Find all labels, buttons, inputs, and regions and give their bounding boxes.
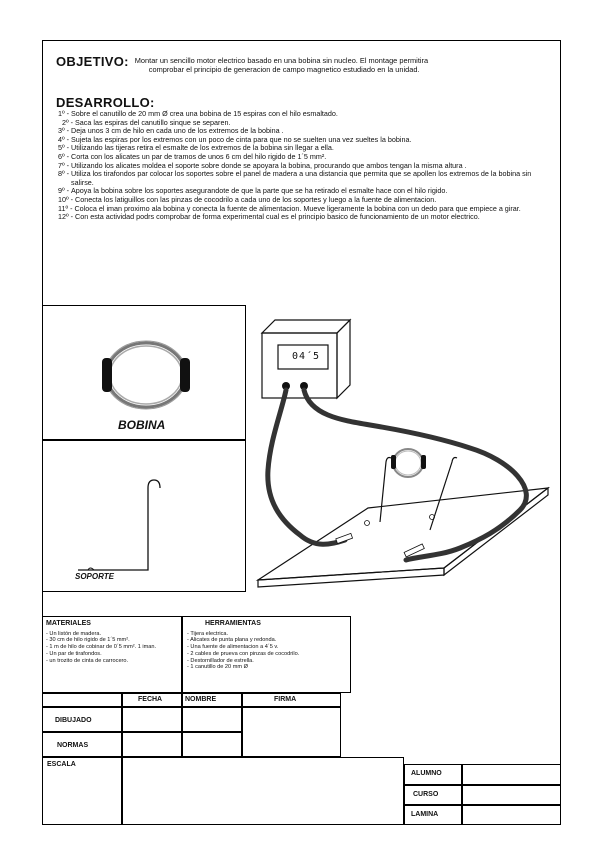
step-number: 9º - (58, 186, 72, 196)
step-number: 6º - (58, 151, 72, 161)
dibujado-nombre-cell (182, 707, 242, 732)
step-number: 10º - (58, 194, 76, 204)
corner-cell (42, 693, 122, 707)
soporte-caption: SOPORTE (75, 572, 114, 581)
step-number: 5º - (58, 143, 72, 153)
bobina-drawing (102, 341, 190, 409)
step-number: 7º - (58, 160, 72, 170)
herramientas-title: HERRAMIENTAS (205, 620, 261, 627)
herramientas-item: - 2 cables de prueva con pinzas de cocodrilo. (187, 650, 300, 657)
step-number: 12º - (58, 212, 76, 222)
curso-value-cell (462, 785, 561, 805)
soporte-drawing (78, 480, 160, 570)
alumno-value-cell (462, 764, 561, 785)
herramientas-item: - Alicates de punta plana y redonda. (187, 637, 277, 644)
title-cell (122, 757, 404, 825)
curso-label: CURSO (413, 791, 439, 798)
step-text: Utilizando los alicates moldea el soporte sobre donde se apoyara la bobina, procurando que ambos tengan la misma altura . (71, 160, 467, 170)
materiales-block (46, 621, 180, 664)
materiales-item: - 1 m de hilo de cobinar de 0´5 mm². 1 iman. (46, 644, 157, 651)
step-text: Con esta actividad podrs comprobar de forma experimental cual es el principio basico de funcionamiento de un motor electrico. (75, 212, 480, 222)
herramientas-block (187, 621, 349, 671)
materiales-title: MATERIALES (46, 620, 91, 627)
normas-nombre-cell (182, 732, 242, 757)
objetivo-label: OBJETIVO: (56, 54, 129, 69)
dibujado-label: DIBUJADO (55, 717, 92, 724)
board-supports (365, 449, 458, 530)
materiales-item: - un trozito de cinta de carrocero. (46, 657, 129, 664)
escala-label: ESCALA (47, 761, 76, 768)
power-supply-display: 04´5 (291, 351, 321, 362)
step-text: Utilizando las tijeras retira el esmalte de los extremos de la bobina sin llegar a ella. (71, 143, 334, 153)
bobina-caption: BOBINA (118, 418, 166, 432)
step-number: 2º - (58, 117, 76, 127)
step-text: Conecta los latiguillos con las pinzas de cocodrilo a cada uno de los soportes y luego a la fuente de alimentacion. (75, 194, 437, 204)
herramientas-item: - Una fuente de alimentacion a 4´5 v. (187, 644, 279, 651)
herramientas-item: - 1 canutillo de 20 mm Ø (187, 664, 248, 671)
step-number: 8º - (58, 169, 72, 179)
step-text: Sujeta las espiras por los extremos con un poco de cinta para que no se suelten una vez sueltes la bobina. (71, 134, 412, 144)
nombre-label: NOMBRE (185, 696, 217, 703)
fecha-label: FECHA (138, 696, 163, 703)
step-number: 4º - (58, 134, 72, 144)
step-text: Apoya la bobina sobre los soportes asegurandote de que la parte que se ha retirado el esmalte hace con el hilo rigido. (71, 186, 448, 196)
lamina-value-cell (462, 805, 561, 825)
step-number: 1º - (58, 109, 72, 118)
materiales-item: - Un listón de madera. (46, 630, 102, 637)
step-number: 11º - (58, 203, 75, 213)
objetivo-line1: Montar un sencillo motor electrico basado en una bobina sin nucleo. El montage permitira (134, 56, 429, 65)
step-text: Saca las espiras del canutillo sinque se separen. (75, 117, 231, 127)
step-number: 3º - (58, 126, 72, 136)
dibujado-fecha-cell (122, 707, 182, 732)
title-block (42, 616, 561, 825)
materiales-item: - Un par de tirafondos. (46, 650, 102, 657)
firma-cell (242, 707, 341, 757)
normas-label: NORMAS (57, 742, 89, 749)
cables (268, 390, 527, 560)
step-text: Deja unos 3 cm de hilo en cada uno de los extremos de la bobina . (71, 126, 284, 136)
desarrollo-label: DESARROLLO: (56, 95, 155, 110)
herramientas-item: - Tijera electrica. (187, 630, 229, 637)
step-text: Coloca el iman proximo ala bobina y conecta la fuente de alimentacion. Mueve ligeramente la bobina con un dedo para que empiece a girar. (74, 203, 521, 213)
normas-fecha-cell (122, 732, 182, 757)
step-text: Corta con los alicates un par de tramos de unos 6 cm del hilo rigido de 1´5 mm². (71, 151, 327, 161)
firma-label: FIRMA (274, 696, 297, 703)
alumno-label: ALUMNO (411, 770, 442, 777)
objetivo-line2: comprobar el principio de generacion de campo magnetico estudiado en la unidad. (148, 65, 420, 75)
lamina-label: LAMINA (411, 811, 439, 818)
step-text: Sobre el canutillo de 20 mm Ø crea una bobina de 15 espiras con el hilo esmaltado. (71, 109, 338, 118)
step-text: Utiliza los tirafondos par colocar los soportes sobre el panel de madera a una distancia que permita que se apollen los extremos de la bobina sin salirse. (71, 169, 532, 187)
materiales-item: - 30 cm de hilo rigido de 1´5 mm². (46, 637, 130, 644)
herramientas-item: - Destornillador de estrella. (187, 657, 254, 664)
